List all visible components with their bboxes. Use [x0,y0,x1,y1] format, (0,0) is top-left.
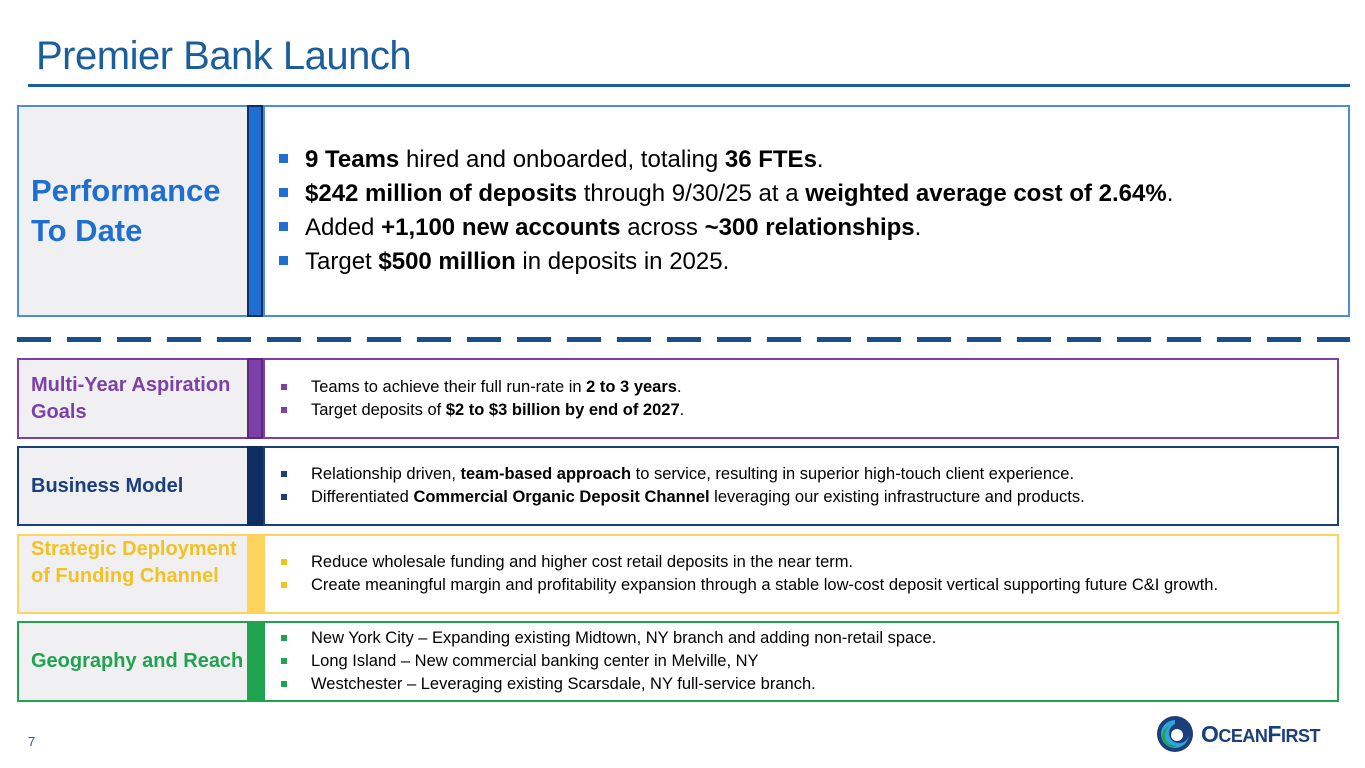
bullet-item [279,486,1337,509]
bullet-text: Relationship driven, [311,465,461,483]
bold-text: +1,100 new accounts [381,214,621,241]
bullet-square-icon [279,154,288,163]
bullet-square-icon [279,222,288,231]
bullet-item [279,463,1337,486]
bullet-text: Target [305,248,379,275]
section-content [263,446,1339,526]
bold-text: 36 FTEs [724,146,817,173]
accent-bar [247,446,263,526]
bullet-text: across [620,214,705,241]
bullet-text: hired and onboarded, totaling [399,146,725,173]
section-content [263,621,1339,702]
bullet-text: Westchester – Leveraging existing Scarsdale, NY full-service branch. [311,675,816,693]
section-label: Business Model [17,446,249,526]
bullet-item [279,376,1337,399]
bullet-text: . [816,146,824,173]
bullet-text: Differentiated [311,488,414,506]
bullet-square-icon [281,494,287,500]
bullet-text: leveraging our existing infrastructure and products. [709,488,1085,506]
bullet-square-icon [281,559,287,565]
accent-bar [247,105,263,317]
bullet-square-icon [281,582,287,588]
bullet-item [279,245,1348,279]
bullet-square-icon [281,681,287,687]
bullet-text: Long Island – New commercial banking center in Melville, NY [311,652,759,670]
bullet-square-icon [279,256,288,265]
bullet-square-icon [281,471,287,477]
bullet-item [279,627,1337,650]
logo-wordmark: OCEANFIRST [1201,720,1320,747]
bold-text: weighted average cost of 2.64% [805,180,1167,207]
section-content [263,534,1339,614]
bullet-list [279,376,1337,422]
bullet-list [279,463,1337,509]
page-number: 7 [28,734,36,749]
bullet-text: Create meaningful margin and profitability expansion through a stable low-cost deposit vertical supporting future C&I growth. [311,576,1219,594]
bullet-list [279,627,1337,696]
bullet-square-icon [281,384,287,390]
bullet-text: through 9/30/25 at a [577,180,806,207]
bullet-item [279,650,1337,673]
bold-text: ~300 relationships [704,214,915,241]
bullet-text: New York City – Expanding existing Midtown, NY branch and adding non-retail space. [311,629,937,647]
bullet-text: Teams to achieve their full run-rate in [311,377,587,396]
wave-logo-icon [1155,714,1195,754]
performance-section [17,105,1350,317]
bullet-text: . [1166,180,1174,207]
business-model-section [17,446,1339,526]
bullet-item [279,574,1337,597]
bullet-list [279,143,1348,279]
bullet-text: Target deposits of [311,400,446,419]
bullet-list [279,551,1337,597]
multi-year-section [17,358,1339,439]
accent-bar [247,358,263,439]
bold-text: team-based approach [460,465,632,483]
bullet-item [279,399,1337,422]
bold-text: $2 to $3 billion by end of 2027 [445,400,680,419]
bullet-item [279,551,1337,574]
geography-section [17,621,1339,702]
bullet-text: . [676,377,682,396]
bullet-square-icon [279,188,288,197]
strategic-deployment-section [17,534,1339,614]
bold-text: Commercial Organic Deposit Channel [413,488,710,506]
bullet-text: . [679,400,685,419]
section-label: Strategic Deployment of Funding Channel [17,534,249,614]
bullet-square-icon [281,658,287,664]
bold-text: $242 million of deposits [305,180,578,207]
bullet-item [279,673,1337,696]
bullet-item [279,211,1348,245]
bullet-text: to service, resulting in superior high-touch client experience. [631,465,1075,483]
section-label: Performance To Date [17,105,249,317]
accent-bar [247,534,263,614]
bullet-text: in deposits in 2025. [515,248,730,275]
bullet-text: Added [305,214,382,241]
section-label: Geography and Reach [17,621,249,702]
bullet-square-icon [281,635,287,641]
accent-bar [247,621,263,702]
bold-text: $500 million [378,248,516,275]
section-content [263,358,1339,439]
bullet-square-icon [281,407,287,413]
title-underline [28,84,1350,87]
section-label: Multi-Year Aspiration Goals [17,358,249,439]
section-content [263,105,1350,317]
dashed-divider [17,337,1350,342]
bold-text: 2 to 3 years [586,377,677,396]
bullet-text: Reduce wholesale funding and higher cost retail deposits in the near term. [311,553,854,571]
bold-text: 9 Teams [305,146,400,173]
bullet-item [279,143,1348,177]
bullet-item [279,177,1348,211]
bullet-text: . [914,214,922,241]
oceanfirst-logo [1155,712,1345,756]
page-title: Premier Bank Launch [36,34,412,78]
